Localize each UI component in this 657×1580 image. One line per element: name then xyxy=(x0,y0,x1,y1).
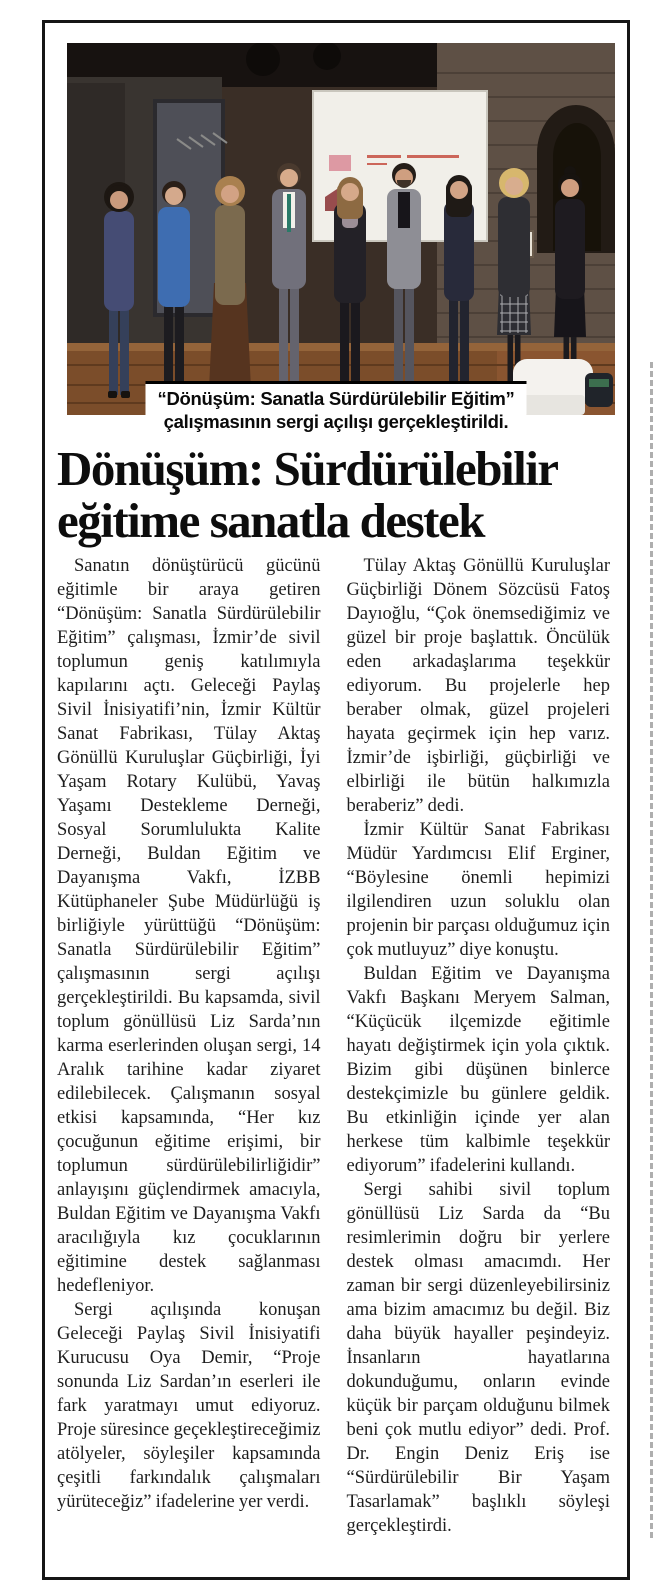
photo-caption-line1: “Dönüşüm: Sanatla Sürdürülebilir Eğitim” xyxy=(157,388,515,409)
article-body xyxy=(57,554,610,1538)
paragraph: Tülay Aktaş Gönüllü Kuruluşlar Güçbirliği Dönem Sözcüsü Fatoş Dayıoğlu, “Çok önemsediğimiz ve güzel bir proje başlattık. Öncülük eden arkadaşlarıma teşekkür ediyorum. Bu projelerle hep beraber olmak, güzel projeleri hayata geçirmek için hep varız. İzmir’de işbirliği, güçbirliği ve elbirliği ile bütün halkımızla beraberiz” dedi. xyxy=(346,556,610,816)
event-photo xyxy=(67,43,615,415)
paragraph: Buldan Eğitim ve Dayanışma Vakfı Başkanı Meryem Salman, “Küçücük ilçemizde eğitimle hayatı değiştirmek için yola çıktık. Bizim gibi düşünen binlerce destekçimizle bu günlere geldik. Bu etkinliğin içinde yer alan herkese tüm kalbimle teşekkür ediyorum” ifadelerini kullandı. xyxy=(346,964,610,1176)
headline-line1: Dönüşüm: Sürdürülebilir xyxy=(57,441,558,496)
photo-caption-line2: çalışmasının sergi açılışı gerçekleştirildi. xyxy=(163,411,509,432)
article-column-right xyxy=(347,554,611,1538)
photo-caption xyxy=(145,381,526,435)
headline-line2: eğitime sanatla destek xyxy=(57,493,484,548)
event-photo-illustration xyxy=(67,43,615,415)
article-frame xyxy=(42,20,630,1580)
paragraph: Sanatın dönüştürücü gücünü eğitimle bir araya getiren “Dönüşüm: Sanatla Sürdürülebilir Eğitim” çalışması, İzmir’de sivil toplumun geniş katılımıyla kapılarını açtı. Geleceği Paylaş Sivil İnisiyatifi’nin, İzmir Kültür Sanat Fabrikası, Tülay Aktaş Gönüllü Kuruluşlar Güçbirliği, İyi Yaşam Rotary Kulübü, Yavaş Yaşamı Destekleme Derneği, Sosyal Sorumlulukta Kalite Derneği, Buldan Eğitim ve Dayanışma Vakfı, İZBB Kütüphaneler Şube Müdürlüğü iş birliğiyle yürüttüğü “Dönüşüm: Sanatla Sürdürülebilir Eğitim” çalışmasının sergi açılışı gerçekleştirildi. Bu kapsamda, sivil toplum gönüllüsü Liz Sarda’nın karma eserlerinden oluşan sergi, 14 Aralık tarihine kadar ziyaret edilebilecek. Çalışmanın sosyal etkisi kapsamında, “Her kız çocuğunun eğitime erişimi, bir toplumun sürdürülebilirliğidir” anlayışını güçlendirmek amacıyla, Buldan Eğitim ve Dayanışma Vakfı aracılığıyla kız çocuklarının eğitimine destek sağlanması hedefleniyor. xyxy=(57,556,321,1296)
scan-edge-marks xyxy=(650,362,653,1538)
paragraph: Sergi açılışında konuşan Geleceği Paylaş Sivil İnisiyatifi Kurucusu Oya Demir, “Proje sonunda Liz Sardan’ın eserleri ile fark yaratmayı umut ediyoruz. Proje süresince geçekleştireceğimiz atölyeler, söyleşiler kapsamında çeşitli farkındalık çalışmaları yürüteceğiz” ifadelerine yer verdi. xyxy=(57,1300,321,1512)
paragraph: İzmir Kültür Sanat Fabrikası Müdür Yardımcısı Elif Erginer, “Böylesine önemli hepimizi ilgilendiren uzun soluklu olan projenin bir parçası olduğumuz için çok mutluyuz” diye konuştu. xyxy=(346,820,610,960)
headline xyxy=(57,443,617,547)
article-column-left xyxy=(57,554,321,1538)
paragraph: Sergi sahibi sivil toplum gönüllüsü Liz Sarda da “Bu resimlerimin doğru bir yerlere destek olması amacımdı. Her zaman bir sergi düzenleyebilirsiniz ama bizim amacımız bu değil. Biz daha büyük hayaller peşindeyiz. İnsanların hayatlarına dokunduğumu, onların evinde küçük bir parçam olduğunu bilmek beni çok mutlu ediyor” dedi. Prof. Dr. Engin Deniz Eriş ise “Sürdürülebilir Bir Yaşam Tasarlamak” başlıklı söyleşi gerçekleştirdi. xyxy=(346,1180,610,1536)
